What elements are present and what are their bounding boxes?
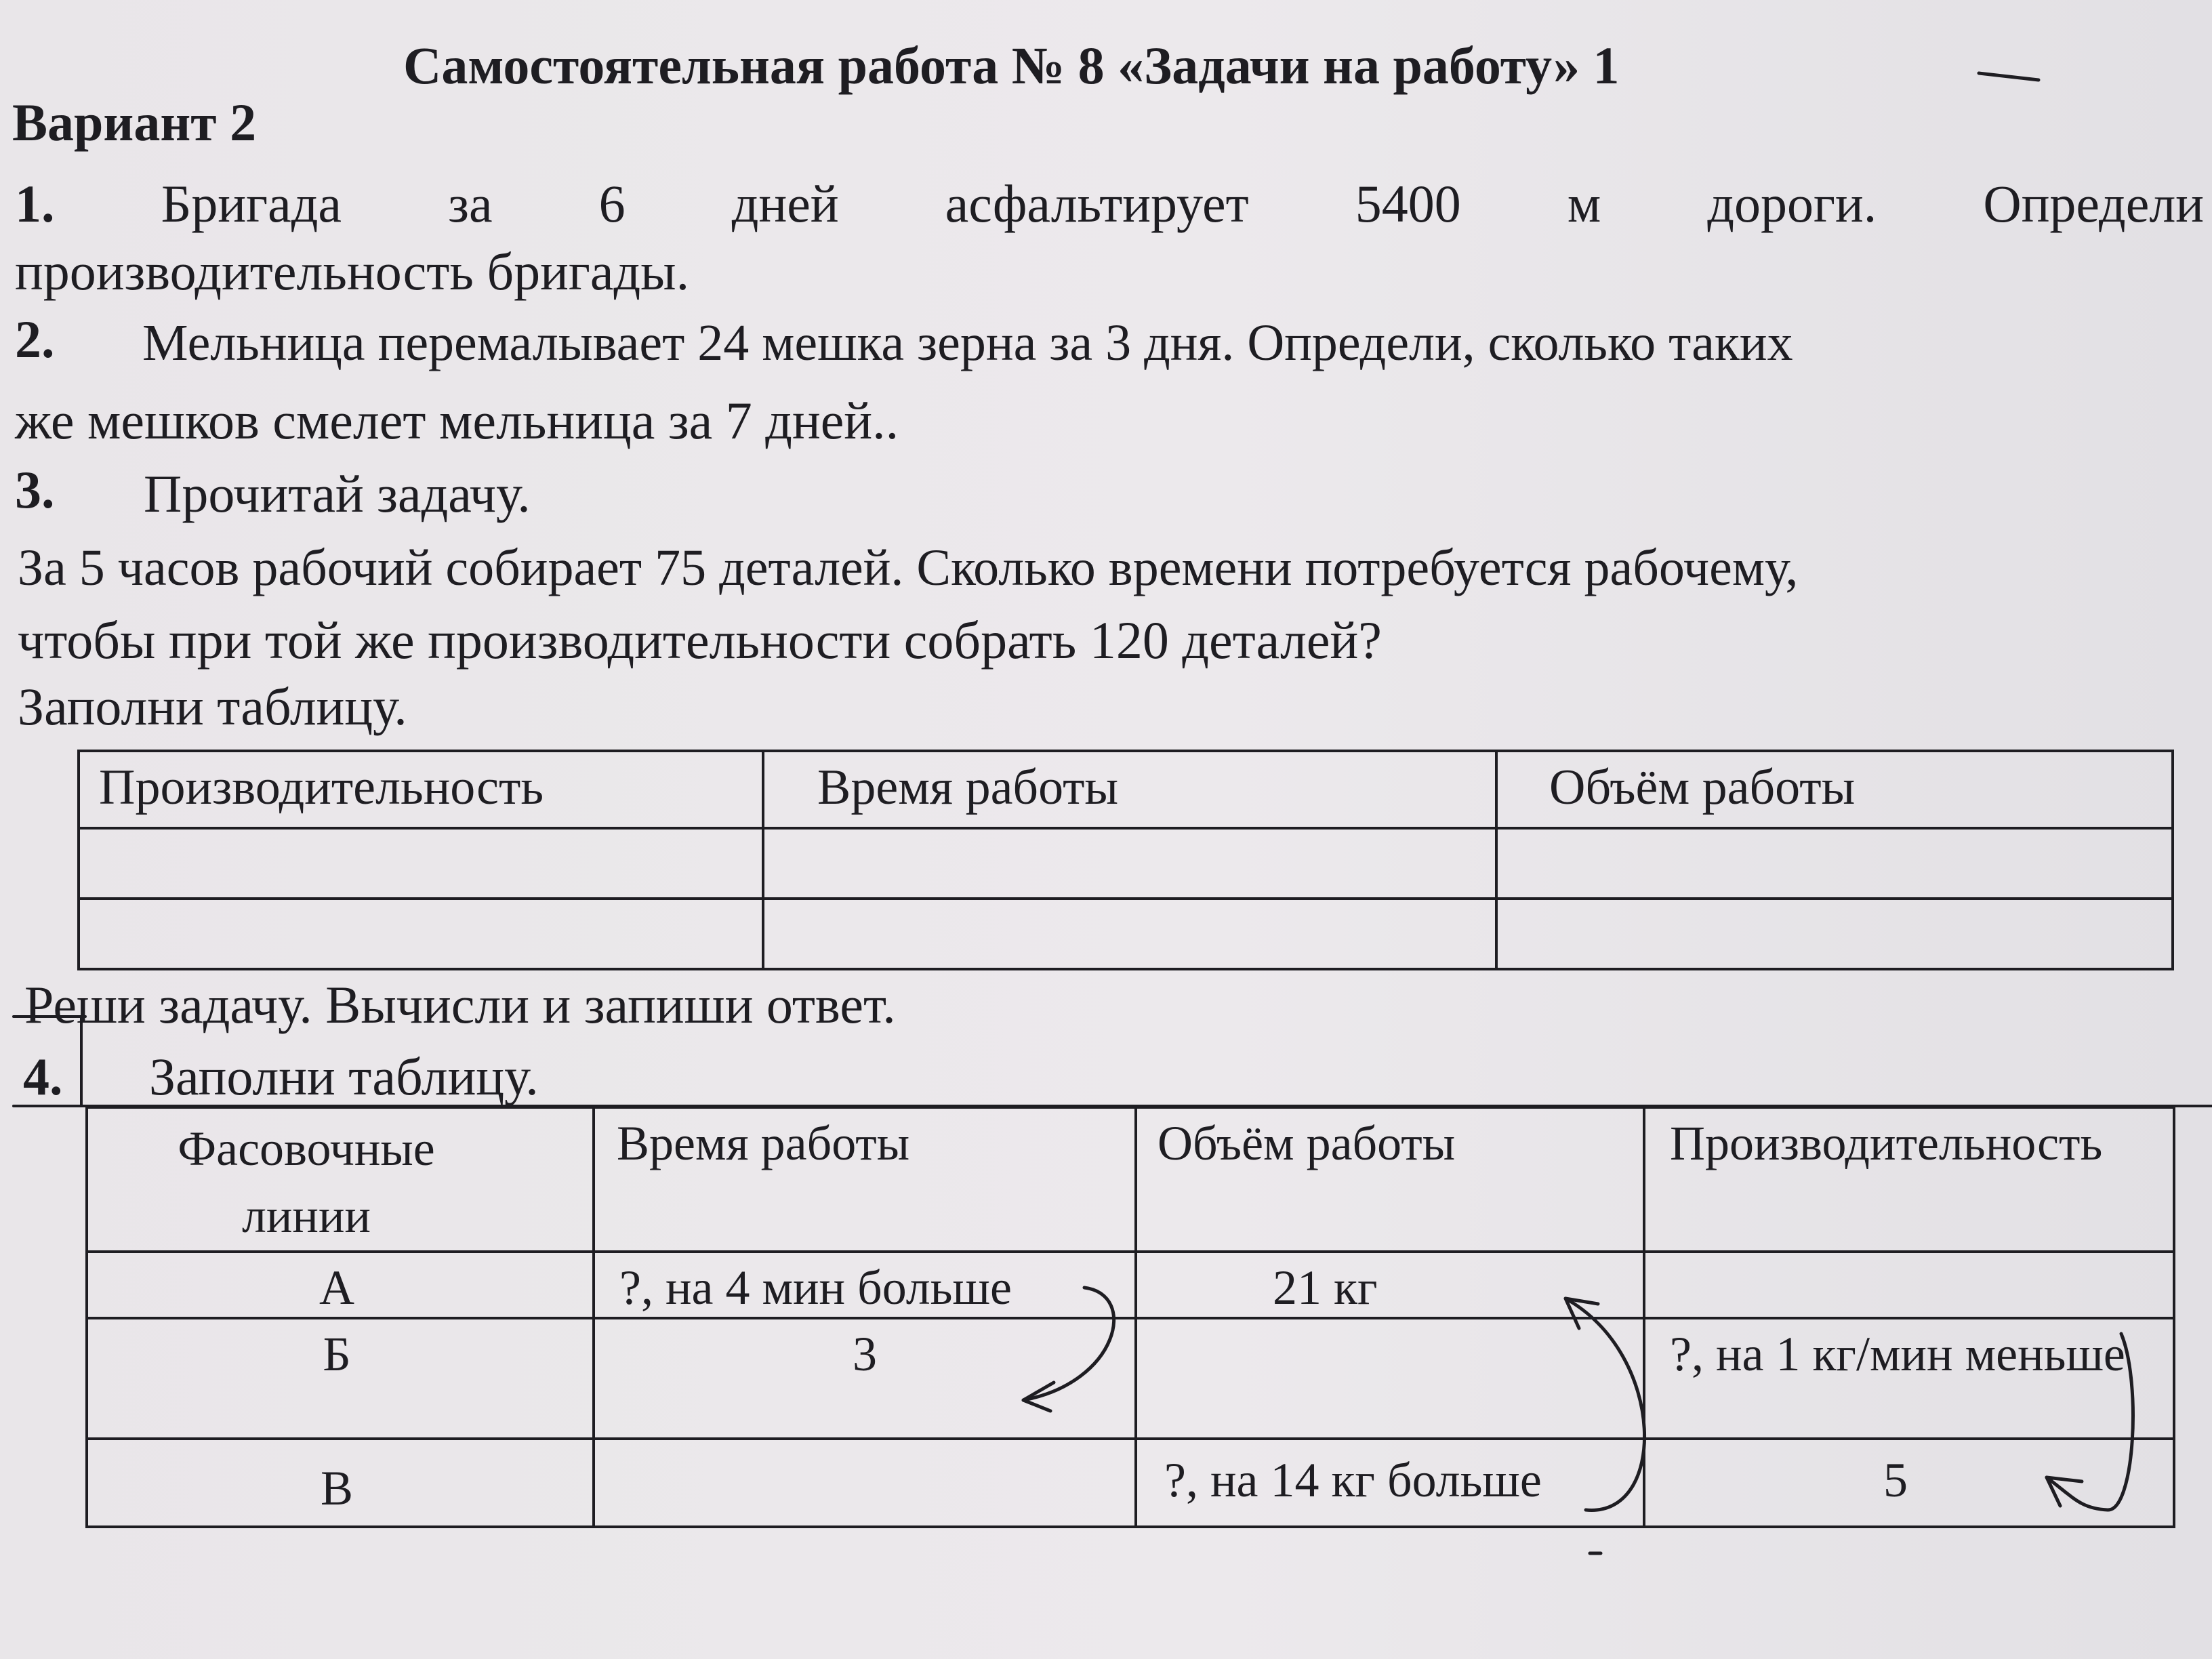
table-cell: ?, на 14 кг больше xyxy=(1136,1439,1644,1527)
task-1-word: за xyxy=(448,174,493,233)
task-1-word: дороги. xyxy=(1707,174,1877,233)
arrow-icon xyxy=(2047,1334,2133,1510)
task-3-number: 3. xyxy=(15,460,55,519)
table-cell: В xyxy=(87,1439,594,1527)
task-4-number: 4. xyxy=(23,1047,63,1106)
task-3-solve: Реши задачу. Вычисли и запиши ответ. xyxy=(24,975,896,1034)
task-1-word: 6 xyxy=(598,174,626,233)
task-3-heading: Прочитай задачу. xyxy=(144,464,531,523)
arrow-icon xyxy=(1565,1298,1645,1510)
table-header-cell: Объём работы xyxy=(1136,1107,1644,1252)
arrow-icon xyxy=(1023,1288,1114,1400)
task-1-word: Определи xyxy=(1983,174,2204,233)
table-cell: 21 кг xyxy=(1136,1252,1644,1318)
table-cell: ?, на 4 мин больше xyxy=(594,1252,1136,1318)
task-2-line-2: же мешков смелет мельница за 7 дней.. xyxy=(15,391,899,450)
table-header-cell: Производительность xyxy=(79,751,763,828)
table-cell: А xyxy=(87,1252,594,1318)
task-3-fill-table: Заполни таблицу. xyxy=(18,677,407,736)
table-header-cell: Производительность xyxy=(1644,1107,2174,1252)
task-2-line-1: Мельница перемалывает 24 мешка зерна за 3 дня. Определи, сколько таких xyxy=(142,314,1793,371)
task-1-word: 5400 xyxy=(1355,174,1461,233)
table-cell: 5 xyxy=(1644,1439,2174,1527)
task-3-text-line-1: За 5 часов рабочий собирает 75 деталей. Сколько времени потребуется рабочему, xyxy=(18,539,1799,596)
task-1-line-2: производительность бригады. xyxy=(15,242,690,301)
table-header-cell: Время работы xyxy=(594,1107,1136,1252)
task-1-word: дней xyxy=(731,174,839,233)
table-header-cell: Время работы xyxy=(763,751,1496,828)
table-cell: 3 xyxy=(594,1318,1136,1439)
task-1-word: м xyxy=(1567,174,1601,233)
table-cell: Б xyxy=(87,1318,594,1439)
task-3-text-line-2: чтобы при той же производительности собрать 120 деталей? xyxy=(18,611,1382,670)
table-header-cell: Объём работы xyxy=(1496,751,2173,828)
task-2-number: 2. xyxy=(15,310,55,369)
task-1-number: 1. xyxy=(15,174,55,233)
task-4-heading: Заполни таблицу. xyxy=(149,1047,539,1106)
task-1-word: асфальтирует xyxy=(945,174,1249,233)
table-header-cell: Фасовочные линии xyxy=(87,1107,594,1252)
variant-label: Вариант 2 xyxy=(12,93,257,152)
page-title: Самостоятельная работа № 8 «Задачи на работу» 1 xyxy=(403,36,1620,95)
table-cell: ?, на 1 кг/мин меньше xyxy=(1644,1318,2174,1439)
pen-mark xyxy=(1979,73,2039,80)
task-1-word: Бригада xyxy=(161,174,342,233)
